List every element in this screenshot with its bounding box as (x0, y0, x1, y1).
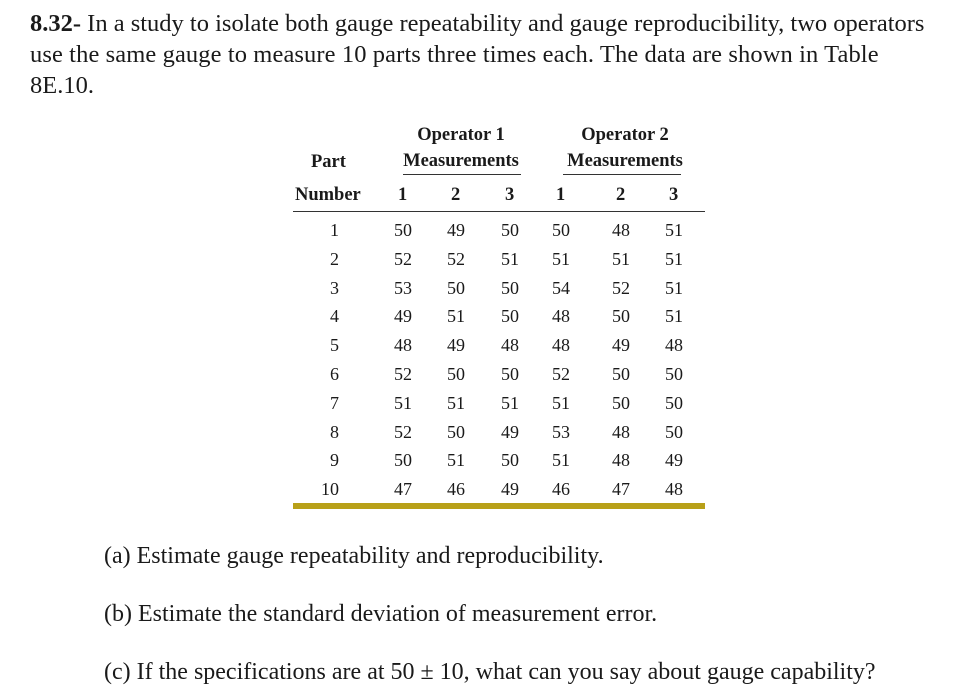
part-number-cell: 4 (330, 306, 339, 327)
problem-statement (30, 8, 965, 101)
question-a: (a) Estimate gauge repeatability and reproducibility. (104, 543, 604, 569)
op2-measurement-cell: 51 (552, 248, 570, 269)
op2-measurement-cell: 51 (665, 277, 683, 298)
op1-measurement-cell: 50 (501, 277, 519, 298)
part-number-cell: 8 (330, 421, 339, 442)
header-rule (293, 211, 705, 212)
op1-measurement-cell: 51 (447, 306, 465, 327)
part-number-cell: 5 (330, 335, 339, 356)
op2-measurement-cell: 48 (552, 335, 570, 356)
op2-measurement-cell: 48 (612, 220, 630, 240)
op2-measurement-cell: 51 (665, 306, 683, 327)
op1-measurement-cell: 48 (501, 335, 519, 356)
op1-measurement-cell: 50 (501, 364, 519, 384)
op1-measurement-cell: 50 (394, 220, 412, 240)
op2-measurement-cell: 50 (552, 220, 570, 240)
op1-measurement-cell: 49 (501, 421, 519, 442)
op2-col-2: 2 (616, 185, 626, 205)
part-header-line2: Number (295, 185, 361, 205)
op2-measurement-cell: 48 (612, 450, 630, 471)
table-row (293, 278, 705, 307)
op1-measurement-cell: 50 (501, 306, 519, 327)
part-number-cell: 3 (330, 277, 339, 298)
op1-measurement-cell: 50 (447, 421, 465, 442)
question-b: (b) Estimate the standard deviation of measurement error. (104, 601, 658, 627)
op1-measurement-cell: 50 (447, 364, 465, 384)
op1-measurement-cell: 49 (447, 335, 465, 356)
op1-col-2: 2 (451, 185, 461, 205)
table-row (293, 393, 705, 422)
operator1-subtitle: Measurements (403, 151, 519, 171)
op1-measurement-cell: 51 (501, 248, 519, 269)
part-number-cell: 6 (330, 364, 339, 384)
op2-measurement-cell: 50 (665, 421, 683, 442)
op2-measurement-cell: 49 (612, 335, 630, 356)
part-number-cell: 7 (330, 392, 339, 413)
op1-measurement-cell: 52 (394, 248, 412, 269)
problem-line-2: use the same gauge to measure 10 parts three times each. The data are shown in Table (30, 41, 879, 68)
op1-measurement-cell: 52 (394, 364, 412, 384)
op2-measurement-cell: 48 (552, 306, 570, 327)
op2-col-3: 3 (669, 185, 679, 205)
table-row (293, 220, 705, 249)
problem-line-1 (30, 8, 965, 39)
part-number-cell: 10 (321, 479, 339, 500)
op1-measurement-cell: 49 (447, 220, 465, 240)
op2-measurement-cell: 48 (665, 479, 683, 500)
table-row (293, 335, 705, 364)
op1-measurement-cell: 50 (501, 220, 519, 240)
part-header-line1: Part (311, 152, 346, 172)
op1-col-3: 3 (505, 185, 515, 205)
op1-measurement-cell: 51 (447, 392, 465, 413)
operator2-subtitle: Measurements (567, 151, 683, 171)
op2-measurement-cell: 46 (552, 479, 570, 500)
table-row (293, 249, 705, 278)
part-number-cell: 2 (330, 248, 339, 269)
op1-measurement-cell: 53 (394, 277, 412, 298)
question-c: (c) If the specifications are at 50 ± 10, what can you say about gauge capability? (104, 659, 876, 685)
op2-measurement-cell: 47 (612, 479, 630, 500)
op1-measurement-cell: 51 (447, 450, 465, 471)
table-footer-rule (293, 503, 705, 509)
problem-line-3: 8E.10. (30, 72, 94, 99)
op1-measurement-cell: 47 (394, 479, 412, 500)
table-row (293, 450, 705, 479)
op2-measurement-cell: 50 (612, 392, 630, 413)
op1-measurement-cell: 50 (501, 450, 519, 471)
op2-measurement-cell: 48 (612, 421, 630, 442)
op1-measurement-cell: 51 (394, 392, 412, 413)
op2-measurement-cell: 51 (552, 450, 570, 471)
table-row (293, 364, 705, 393)
part-number-cell: 1 (330, 220, 339, 240)
op1-measurement-cell: 52 (447, 248, 465, 269)
op1-measurement-cell: 49 (501, 479, 519, 500)
op1-measurement-cell: 49 (394, 306, 412, 327)
op2-measurement-cell: 48 (665, 335, 683, 356)
op2-measurement-cell: 50 (665, 392, 683, 413)
op2-measurement-cell: 49 (665, 450, 683, 471)
op1-measurement-cell: 51 (501, 392, 519, 413)
op1-measurement-cell: 46 (447, 479, 465, 500)
part-number-cell: 9 (330, 450, 339, 471)
op2-measurement-cell: 51 (552, 392, 570, 413)
table-row (293, 422, 705, 451)
op2-measurement-cell: 50 (612, 364, 630, 384)
problem-text-1: In a study to isolate both gauge repeatability and gauge reproducibility, two operators (87, 10, 925, 37)
op2-measurement-cell: 52 (612, 277, 630, 298)
op1-measurement-cell: 50 (394, 450, 412, 471)
op1-col-1: 1 (398, 185, 408, 205)
operator1-underline (403, 174, 521, 175)
operator1-title: Operator 1 (417, 125, 505, 145)
operator2-title: Operator 2 (581, 125, 669, 145)
problem-number: 8.32- (30, 10, 82, 37)
op2-measurement-cell: 54 (552, 277, 570, 298)
op1-measurement-cell: 52 (394, 421, 412, 442)
op2-measurement-cell: 50 (612, 306, 630, 327)
op2-measurement-cell: 53 (552, 421, 570, 442)
operator2-underline (563, 174, 681, 175)
op1-measurement-cell: 50 (447, 277, 465, 298)
op2-measurement-cell: 51 (665, 220, 683, 240)
op2-measurement-cell: 50 (665, 364, 683, 384)
op2-col-1: 1 (556, 185, 566, 205)
table-row (293, 306, 705, 335)
op1-measurement-cell: 48 (394, 335, 412, 356)
op2-measurement-cell: 52 (552, 364, 570, 384)
op2-measurement-cell: 51 (665, 248, 683, 269)
op2-measurement-cell: 51 (612, 248, 630, 269)
